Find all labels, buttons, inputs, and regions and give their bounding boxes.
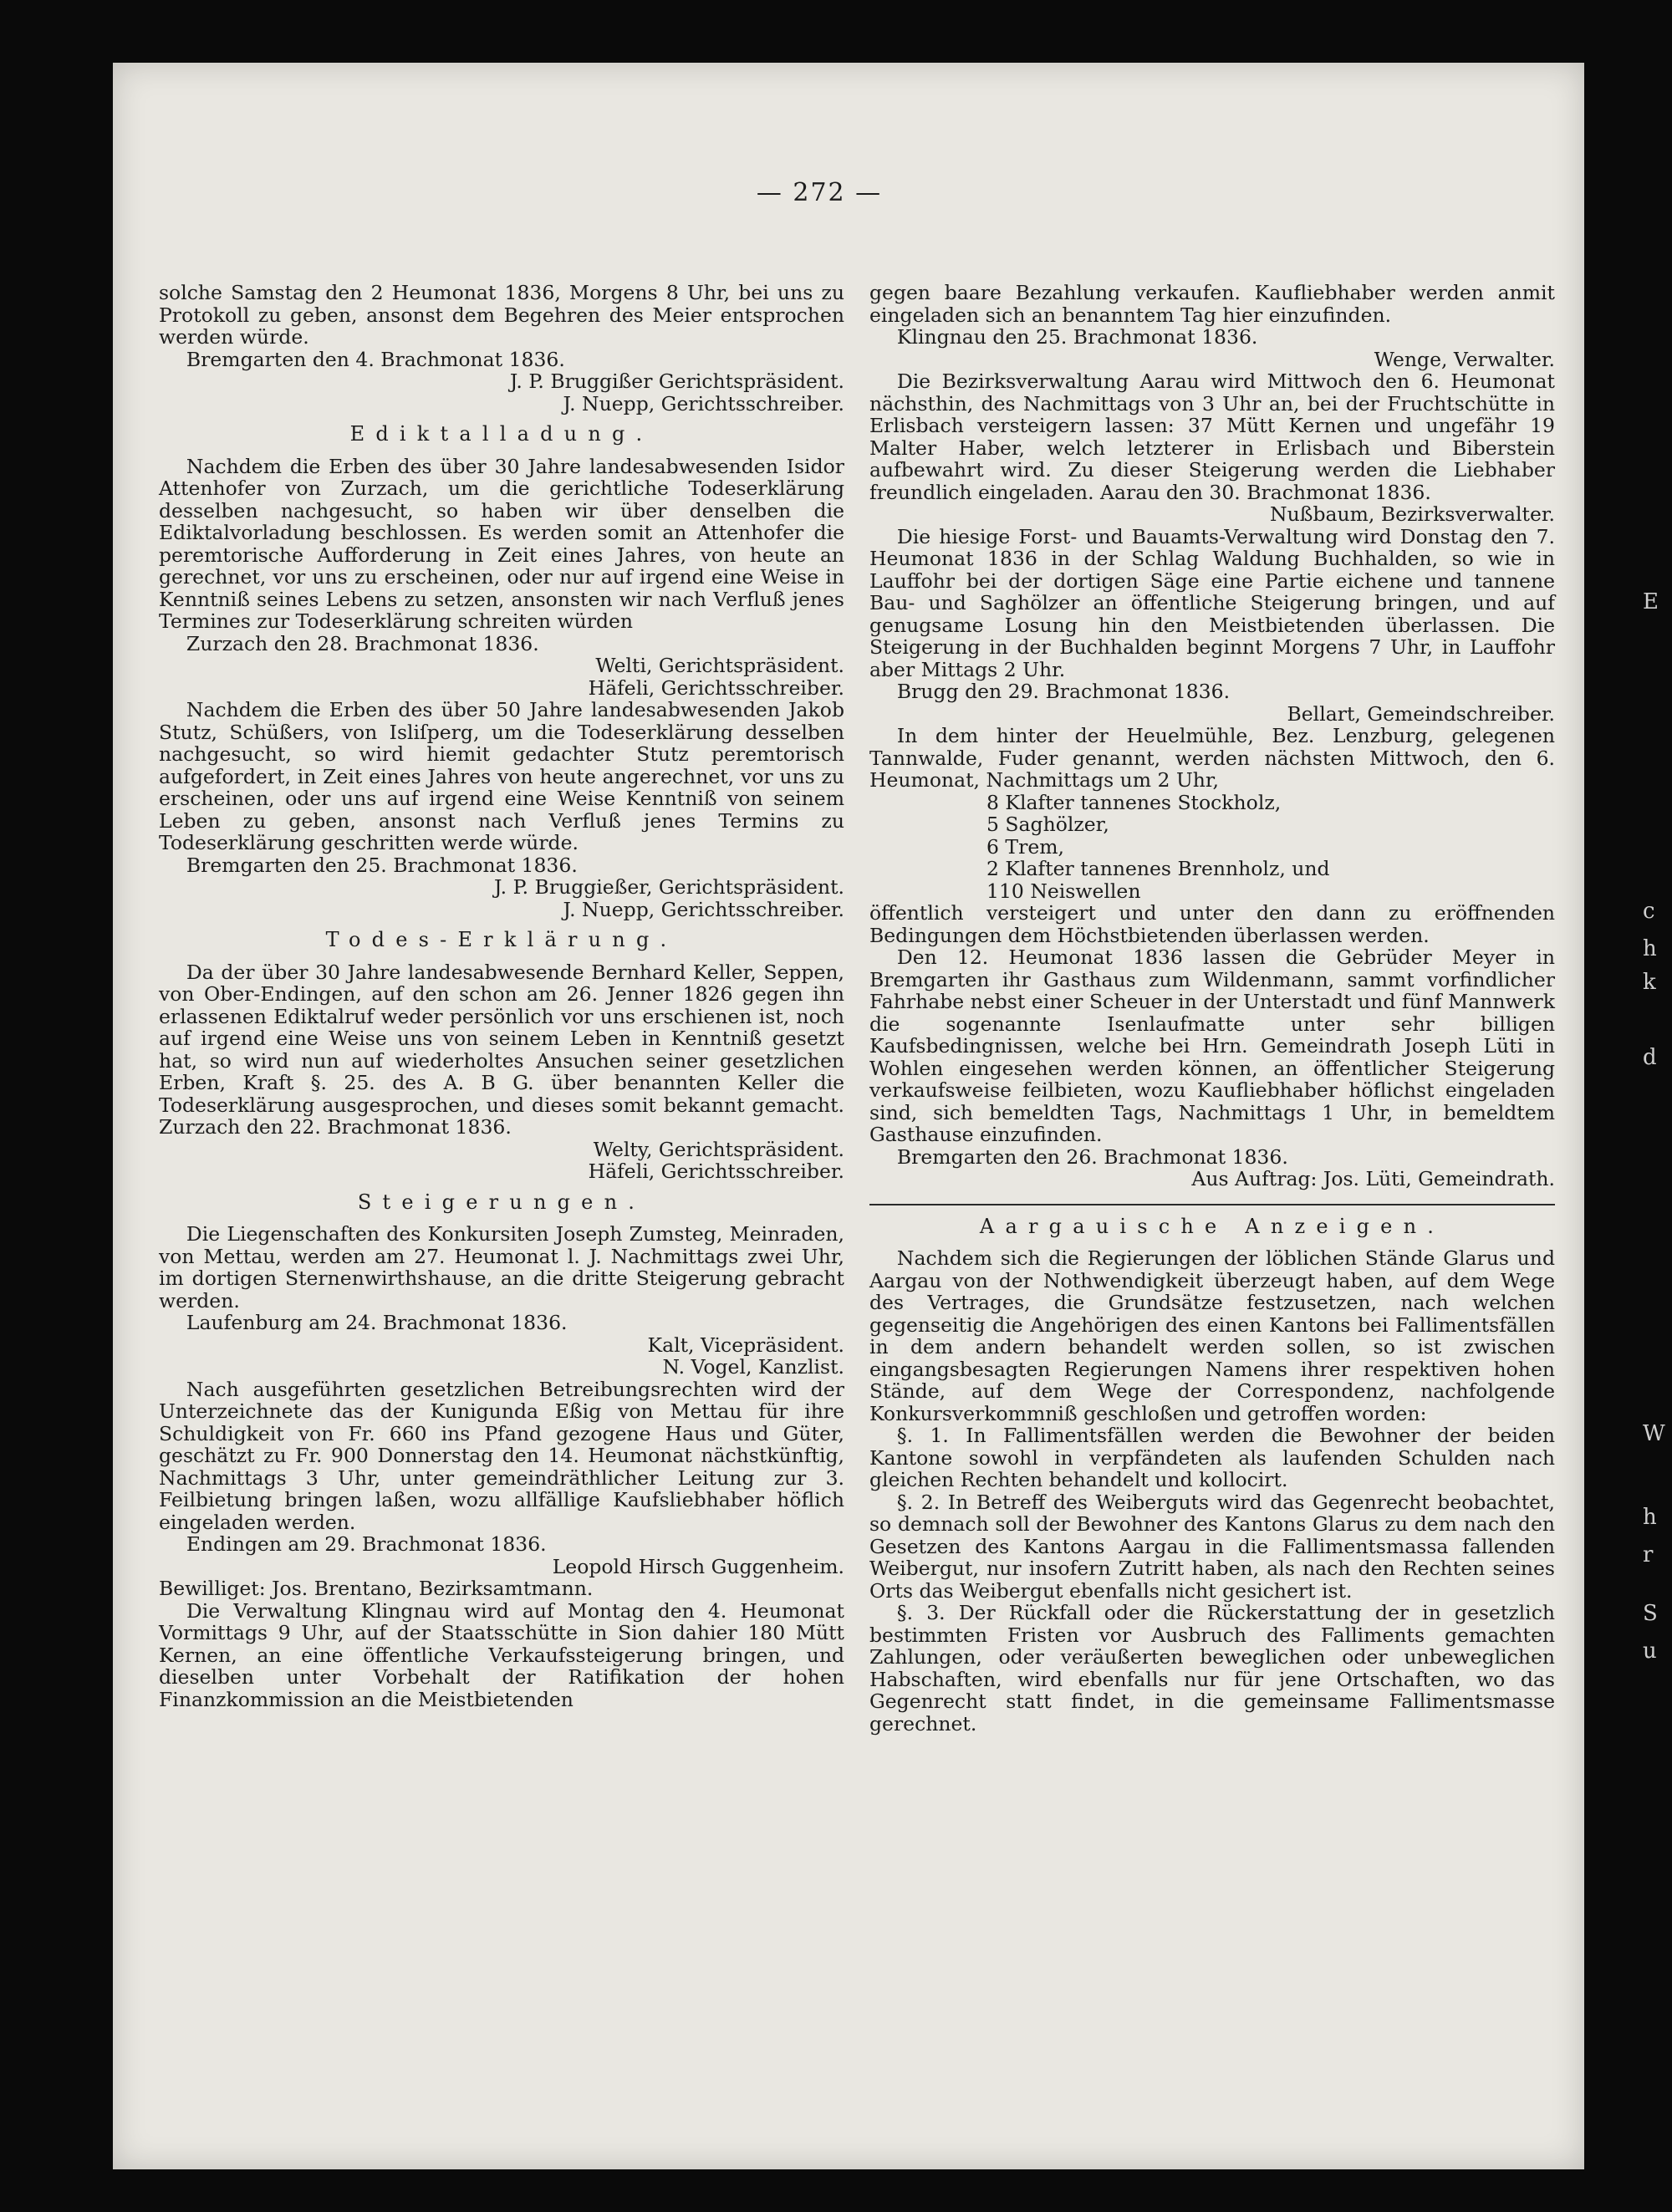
heading-aargauische-anzeigen: Aargauische Anzeigen.: [979, 1214, 1445, 1238]
notice-text: Nachdem die Erben des über 30 Jahre landesabwesenden Isidor Attenhofer von Zurzach, um die gerichtliche Todeserklärung desselben nachgesucht, so haben wir über denselben die Ediktalvorladung beschlossen. Es werden somit an Attenhofer die peremtorische Aufforderung in Zeit eines Jahres, von heute an gerechnet, vor uns zu erscheinen, oder nur auf irgend eine Weise in Kenntniß seines Lebens zu setzen, ansonsten wir nach Verfluß jenes Termines zur Todeserklärung schreiten würden: [159, 454, 844, 633]
notice-text: Nach ausgeführten gesetzlichen Betreibungsrechten wird der Unterzeichnete das der Kunigunda Eßig von Mettau für ihre Schuldigkeit von Fr. 660 ins Pfand gezogene Haus und Güter, geschätzt zu Fr. 900 Donnerstag den 14. Heumonat nächstkünftig, Nachmittags 3 Uhr, unter gemeindräthlicher Leitung zur 3. Feilbietung bringen laßen, wozu allfällige Kaufsliebhaber höflich eingeladen werden.: [159, 1377, 844, 1534]
signature: Welti, Gerichtspräsident.: [595, 654, 844, 677]
edge-fragment: d: [1643, 1045, 1657, 1070]
edge-fragment: h: [1643, 936, 1657, 961]
notice-text: Die Bezirksverwaltung Aarau wird Mittwoch den 6. Heumonat nächsthin, des Nachmittags von 3 Uhr an, bei der Fruchtschütte in Erlisbach versteigern lassen: 37 Mütt Kernen und ungefähr 19 Malter Haber, welch letzterer in Erlisbach und Biberstein aufbewahrt wird. Zu dieser Steigerung werden die Liebhaber freundlich eingeladen. Aarau den 30. Brachmonat 1836.: [869, 370, 1555, 504]
notice-text: öffentlich versteigert und unter den dann zu eröffnenden Bedingungen dem Höchstbietenden überlassen werden.: [869, 901, 1555, 947]
edge-fragment: E: [1643, 589, 1659, 614]
notice-date: Klingnau den 25. Brachmonat 1836.: [896, 325, 1258, 349]
notice-date: Endingen am 29. Brachmonat 1836.: [186, 1532, 547, 1556]
paragraph-3: §. 3. Der Rückfall oder die Rückerstattung der in gesetzlich bestimmten Fristen vor Ausbruch des Falliments gemachten Zahlungen, oder veräußerten beweglichen oder unbeweglichen Habschaften, wird ebenfalls nur für jene Ortschaften, wo das Gegenrecht statt findet, in die gemeinsame Fallimentsmasse gerechnet.: [869, 1601, 1555, 1735]
list-item: 2 Klafter tannenes Brennholz, und: [986, 857, 1330, 880]
heading-todes-erklaerung: Todes-Erklärung.: [325, 928, 678, 951]
notice-text: In dem hinter der Heuelmühle, Bez. Lenzburg, gelegenen Tannwalde, Fuder genannt, werden nächsten Mittwoch, den 6. Heumonat, Nachmittags um 2 Uhr,: [869, 724, 1555, 792]
intro-text: solche Samstag den 2 Heumonat 1836, Morgens 8 Uhr, bei uns zu Protokoll zu geben, ansonst dem Begehren des Meier entsprochen werden würde.: [159, 281, 844, 349]
section-divider: [869, 1204, 1555, 1205]
list-item: 6 Trem,: [986, 834, 1064, 859]
notice-date: Bremgarten den 26. Brachmonat 1836.: [896, 1144, 1288, 1169]
notice-text: Den 12. Heumonat 1836 lassen die Gebrüder Meyer in Bremgarten ihr Gasthaus zum Wildenmann, sammt vorfindlicher Fahrhabe nebst einer Scheuer in der Unterstadt und fünf Mannwerk die sogenannte Isenlaufmatte unter sehr billigen Kaufsbedingnissen, welche bei Hrn. Gemeindrath Joseph Lüti in Wohlen eingesehen werden können, an öffentlicher Steigerung verkaufsweise feilbieten, wozu Kaufliebhaber höflichst eingeladen sind, sich bemeldten Tags, Nachmittags 1 Uhr, in bemeldtem Gasthause einzufinden.: [869, 945, 1555, 1146]
newspaper-page: [113, 63, 1584, 2169]
intro-signature: J. P. Bruggißer Gerichtspräsident.: [509, 370, 844, 393]
signature: N. Vogel, Kanzlist.: [662, 1355, 844, 1379]
signature: Leopold Hirsch Guggenheim.: [552, 1554, 844, 1578]
signature: J. Nuepp, Gerichtsschreiber.: [563, 897, 844, 921]
signature: J. P. Bruggießer, Gerichtspräsident.: [494, 875, 844, 899]
notice-date: Bremgarten den 25. Brachmonat 1836.: [186, 853, 578, 877]
signature: Kalt, Vicepräsident.: [647, 1333, 844, 1357]
signature: Bellart, Gemeindschreiber.: [1287, 701, 1555, 726]
edge-fragment: h: [1643, 1505, 1657, 1530]
notice-text: Die Verwaltung Klingnau wird auf Montag den 4. Heumonat Vormittags 9 Uhr, auf der Staatsschütte in Sion dahier 180 Mütt Kernen, an eine öffentliche Verkaufssteigerung bringen, und dieselben unter Vorbehalt der Ratifikation der hohen Finanzkommission an die Meistbietenden: [159, 1598, 844, 1711]
notice-text: Die hiesige Forst- und Bauamts-Verwaltung wird Donstag den 7. Heumonat 1836 in der Schlag Waldung Buchhalden, so wie in Lauffohr bei der dortigen Säge eine Partie eichene und tannene Bau- und Saghölzer an öffentliche Steigerung bringen, und auf genugsame Losung hin den Meistbietenden überlassen. Die Steigerung in der Buchhalden beginnt Morgens 7 Uhr, in Lauffohr aber Mittags 2 Uhr.: [869, 524, 1555, 681]
intro-date: Bremgarten den 4. Brachmonat 1836.: [186, 347, 565, 371]
page-number: — 272 —: [756, 178, 883, 207]
notice-text: Da der über 30 Jahre landesabwesende Bernhard Keller, Seppen, von Ober-Endingen, auf den schon am 26. Jenner 1826 gegen ihn erlassenen Ediktalruf weder persönlich vor uns erschienen ist, noch auf irgend eine Weise uns von seinem Leben in Kenntniß gesetzt hat, so wird nun auf wiederholtes Ansuchen seiner gesetzlichen Erben, Kraft §. 25. des A. B G. über benannten Keller die Todeserklärung ausgesprochen, und dieses somit bekannt gemacht. Zurzach den 22. Brachmonat 1836.: [159, 960, 844, 1139]
signature: Häfeli, Gerichtsschreiber.: [588, 675, 844, 700]
item-list: [869, 792, 1555, 903]
notice-text: Die Liegenschaften des Konkursiten Joseph Zumsteg, Meinraden, von Mettau, werden am 27. Heumonat l. J. Nachmittags zwei Uhr, im dortigen Sternenwirthshause, an die dritte Steigerung gebracht werden.: [159, 1222, 844, 1312]
intro-signature: J. Nuepp, Gerichtsschreiber.: [563, 391, 844, 415]
approval-line: Bewilliget: Jos. Brentano, Bezirksamtmann.: [159, 1577, 594, 1600]
notice-date: Laufenburg am 24. Brachmonat 1836.: [186, 1311, 568, 1334]
left-column: [159, 282, 844, 1710]
edge-fragment: k: [1643, 970, 1656, 995]
notice-date: Zurzach den 28. Brachmonat 1836.: [186, 631, 539, 655]
heading-ediktalladung: Ediktalladung.: [349, 422, 654, 446]
notice-text: Nachdem die Erben des über 50 Jahre landesabwesenden Jakob Stutz, Schüßers, von Isliſperg, um die Todeserklärung desselben nachgesucht, so wird hiemit gedachter Stutz peremtorisch aufgefordert, in Zeit eines Jahres von heute angerechnet, vor uns zu erscheinen, oder uns auf irgend eine Weise Kenntniß von seinem Leben zu geben, ansonst nach Verfluß jenes Termins zu Todeserklärung geschritten werde würde.: [159, 698, 844, 854]
signature: Nußbaum, Bezirksverwalter.: [1270, 502, 1555, 526]
edge-fragment: u: [1643, 1639, 1657, 1664]
paragraph-1: §. 1. In Fallimentsfällen werden die Bewohner der beiden Kantone sowohl in verpfändeten als laufenden Schulden nach gleichen Rechten behandelt und kollocirt.: [869, 1424, 1555, 1491]
edge-fragment: S: [1643, 1601, 1658, 1626]
signature: Aus Auftrag: Jos. Lüti, Gemeindrath.: [1191, 1167, 1555, 1190]
heading-steigerungen: Steigerungen.: [357, 1190, 646, 1214]
list-item: 5 Saghölzer,: [986, 813, 1109, 836]
notice-text: gegen baare Bezahlung verkaufen. Kaufliebhaber werden anmit eingeladen sich an benanntem Tag hier einzufinden.: [869, 281, 1555, 327]
edge-fragment: c: [1643, 899, 1655, 924]
signature: Häfeli, Gerichtsschreiber.: [588, 1160, 844, 1183]
list-item: 110 Neiswellen: [986, 879, 1141, 903]
notice-date: Brugg den 29. Brachmonat 1836.: [896, 680, 1231, 703]
list-item: 8 Klafter tannenes Stockholz,: [986, 790, 1282, 814]
notice-text: Nachdem sich die Regierungen der löblichen Stände Glarus und Aargau von der Nothwendigkeit überzeugt haben, auf dem Wege des Vertrages, die Grundsätze festzusetzen, nach welchen gegenseitig die Angehörigen des einen Kantons bei Fallimentsfällen in dem andern behandelt werden sollen, so ist zwischen eingangsbesagten Regierungen Namens ihrer respektiven hohen Stände, auf dem Wege der Correspondenz, nachfolgende Konkursverkommniß geschloßen und getroffen worden:: [869, 1246, 1555, 1425]
edge-fragment: r: [1643, 1542, 1654, 1567]
paragraph-2: §. 2. In Betreff des Weiberguts wird das Gegenrecht beobachtet, so demnach soll der Bewohner des Kantons Glarus zu dem nach den Gesetzen des Kantons Aargau in die Fallimentsmassa fallenden Weibergut, nur insofern Zutritt haben, als nach den Rechten seines Orts das Weibergut ebenfalls nicht gesichert ist.: [869, 1490, 1555, 1603]
signature: Wenge, Verwalter.: [1374, 347, 1555, 371]
edge-fragment: W: [1643, 1421, 1665, 1446]
right-column: [869, 282, 1555, 1735]
signature: Welty, Gerichtspräsident.: [593, 1137, 844, 1161]
